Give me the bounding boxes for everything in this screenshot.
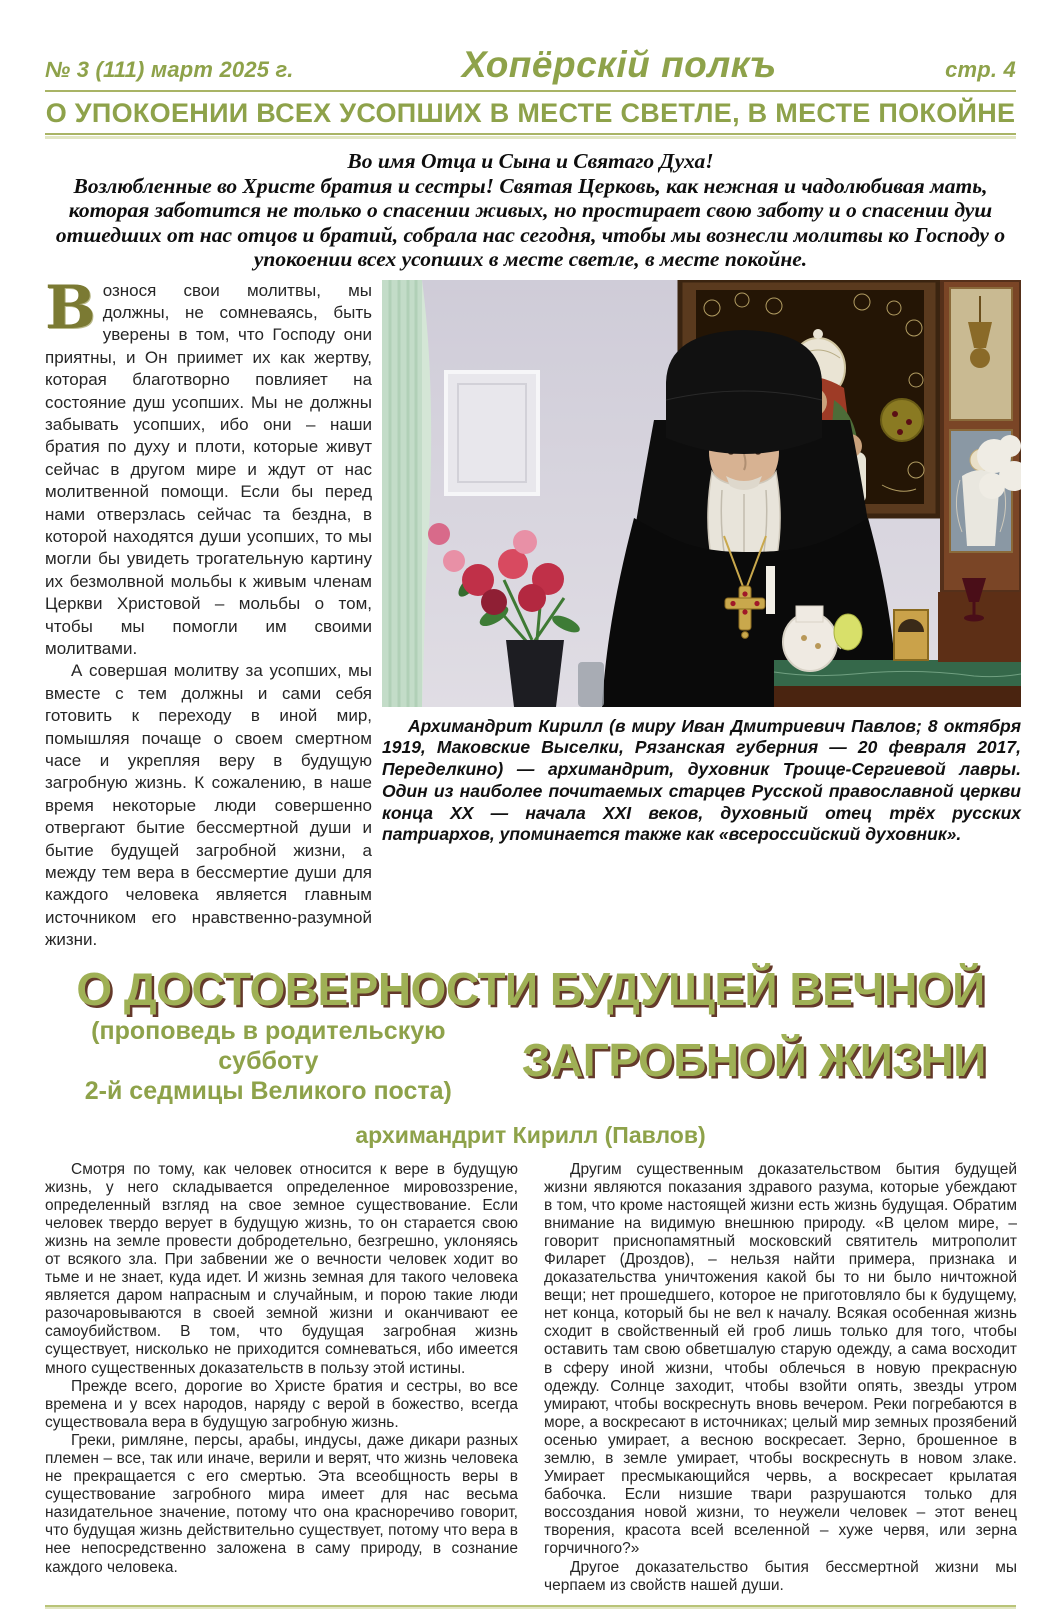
header-rule-top (45, 90, 1016, 92)
body-paragraph: Другим существенным доказательством бытия будущей жизни являются показания здравого разума, которые убеждают в том, что кроме настоящей жизни есть жизнь будущая. Обратим внимание на видимую внешнюю природу. «В целом мире, – говорит приснопамятный московский святитель митрополит Филарет (Дроздов), – нельзя найти примера, признака и доказательства уничтожения какой бы то ни было ничтожной вещи; нет прошедшего, которое не приготовляло бы к будущему, нет конца, который бы не вел к началу. Всякая особенная жизнь сходит в свойственный ей гроб лишь только для того, чтобы оставить там свою обветшалую старую одежду, а сама восходит в сферу иной жизни, чтобы облечься в новую прекрасную одежду. Солнце заходит, чтобы взойти опять, звезды утром умирают, чтобы воскреснуть вновь вечером. Реки погребаются в море, а воскресают в источниках; целый мир земных прозябений осенью умирает, а весною воскресает. Зерно, брошенное в землю, в земле умирает, чтобы воскреснуть в новом злаке. Умирает пресмыкающийся червь, а воскресает крылатая бабочка. Если низшие твари разрушаются только для воссоздания новой жизни, то неужели человек – этот венец творения, красота всей вселенной – хуже червя, или зерна горчичного?» (544, 1160, 1017, 1558)
body-left-column (45, 1161, 518, 1595)
glass-bottle (578, 662, 604, 707)
photo-block (382, 280, 1021, 952)
body-paragraph: Другое доказательство бытия бессмертной жизни мы черпаем из свойств нашей души. (544, 1558, 1017, 1594)
candle (766, 566, 775, 614)
green-curtain (382, 280, 431, 707)
body-right-column (544, 1161, 1017, 1595)
gold-orb (881, 399, 923, 441)
sermon-body (45, 1161, 1016, 1595)
newspaper-title: Хопёрскій полкъ (461, 44, 777, 85)
klobuk-hood (666, 330, 822, 454)
drop-cap-letter: В (45, 272, 96, 343)
masthead-row (45, 44, 1016, 86)
body-paragraph: Греки, римляне, персы, арабы, индусы, даже дикари разных племен – все, так или иначе, верили и верят, что жизнь человека не прекращается с его смертью. Эта всеобщность веры в существование загробного мира имеет для нас весьма назидательное значение, потому что она красноречиво говорит, что будущая жизнь действительно существует, потому что вера в нее непосредственно заложена в саму природу, в сознание каждого человека. (45, 1431, 518, 1576)
article-left-column (45, 272, 372, 952)
article-paragraph-text: ознося свои молитвы, мы должны, не сомневаясь, быть уверены в том, что Господу они приятны, и Он приимет их как жертву, которая благотворно повлияет на состояние душ усопших. Мы не должны забывать усопших, ибо они – наши братия по духу и плоти, которые живут сейчас в другом мире и ждут от нас молитвенной помощи. Если бы перед нами отверзлась сейчас та бездна, в которой находятся души усопших, то мы могли бы увидеть трогательную картину их безмолвной мольбы к живым членам Церкви Христовой – мольбы о том, чтобы мы помогли им своими молитвами. (45, 280, 372, 658)
intro-paragraph (53, 149, 1008, 272)
portrait-photo (382, 280, 1021, 707)
footer-rule-pale (45, 1607, 1016, 1609)
page-number: стр. 4 (945, 57, 1016, 82)
photo-caption (382, 716, 1021, 847)
subtitle-line1: (проповедь в родительскую субботу (91, 1016, 446, 1075)
body-paragraph: Смотря по тому, как человек относится к вере в будущую жизнь, у него складывается определенное мировоззрение, определенный взгляд на свое земное существование. Если человек твердо верует в будущую жизнь, то он старается свою жизнь на земле провести добродетельно, безгрешно, уклоняясь от всякого зла. При забвении же о вечности человек ходит во тьме и не знает, куда идет. И жизнь земная для такого человека является даром напрасным и случайным, и порою такие люди разочаровываются в своей земной жизни и оканчивают ее самоубийством. В том, что будущая загробная жизнь существует, нисколько не приходится сомневаться, ибо имеется много существенных доказательств в пользу этой истины. (45, 1160, 518, 1377)
header-rule-bottom (45, 133, 1016, 135)
intro-text: Возлюбленные во Христе братия и сестры! Святая Церковь, как нежная и чадолюбивая мать, которая заботится не только о спасении живых, но простирает свою заботу и о спасении душ отшедших от нас отцов и братий, собрала нас сегодня, чтобы мы вознесли молитвы ко Господу о упокоении всех усопших в месте светле, в месте покойне. (55, 173, 1006, 271)
subtitle-line2: 2-й седмицы Великого поста) (84, 1076, 452, 1105)
top-article-section (45, 272, 1021, 952)
headline-line1: О ДОСТОВЕРНОСТИ БУДУЩЕЙ ВЕЧНОЙ (76, 962, 985, 1015)
article-headline (45, 962, 1016, 1106)
invocation-line: Во имя Отца и Сына и Святаго Духа! (347, 149, 714, 173)
small-icon (894, 610, 928, 660)
flower-vase (506, 640, 564, 707)
headline-line2: ЗАГРОБНОЙ ЖИЗНИ (521, 1033, 986, 1086)
headline-subtitle (45, 1016, 492, 1106)
headline-row2 (45, 1016, 1016, 1106)
body-paragraph: Прежде всего, дорогие во Христе братия и сестры, во все времена и у всех народов, наряду с верой в божество, всегда существовала вера в будущую загробную жизнь. (45, 1377, 518, 1431)
byline: архимандрит Кирилл (Павлов) (355, 1121, 706, 1148)
header-rule-pale (45, 136, 1016, 139)
portrait-photo-drawing (382, 280, 1021, 707)
article-paragraph: А совершая молитву за усопших, мы вместе с тем должны и сами себя готовить к переходу в иной мир, помышляя почаще о своем смертном часе и укрепляя веру в будущую загробную жизнь. К сожалению, в наше время некоторые люди совершенно отвергают бытие бессмертной души и бытие будущей загробной жизни, а между тем вера в бессмертие души для каждого человека является главным источником его нравственно-разумной жизни. (45, 661, 372, 950)
easter-egg (834, 614, 862, 650)
white-flowers (977, 435, 1021, 499)
issue-number: № 3 (111) март 2025 г. (45, 57, 294, 82)
photo-caption-text: Архимандрит Кирилл (в миру Иван Дмитриевич Павлов; 8 октября 1919, Маковские Выселки, Рязанская губерния — 20 февраля 2017, Переделкино) — архимандрит, духовник Троице-Сергиевой лавры. Один из наиболее почитаемых старцев Русской православной церкви конца XX — начала XXI веков, духовный отец трёх русских патриархов, упоминается также как «всероссийский духовник». (382, 715, 1021, 845)
article-paragraph (45, 272, 372, 661)
wall-panel (446, 372, 538, 494)
section-title: О УПОКОЕНИИ ВСЕХ УСОПШИХ В МЕСТЕ СВЕТЛЕ, В МЕСТЕ ПОКОЙНЕ (45, 98, 1016, 128)
